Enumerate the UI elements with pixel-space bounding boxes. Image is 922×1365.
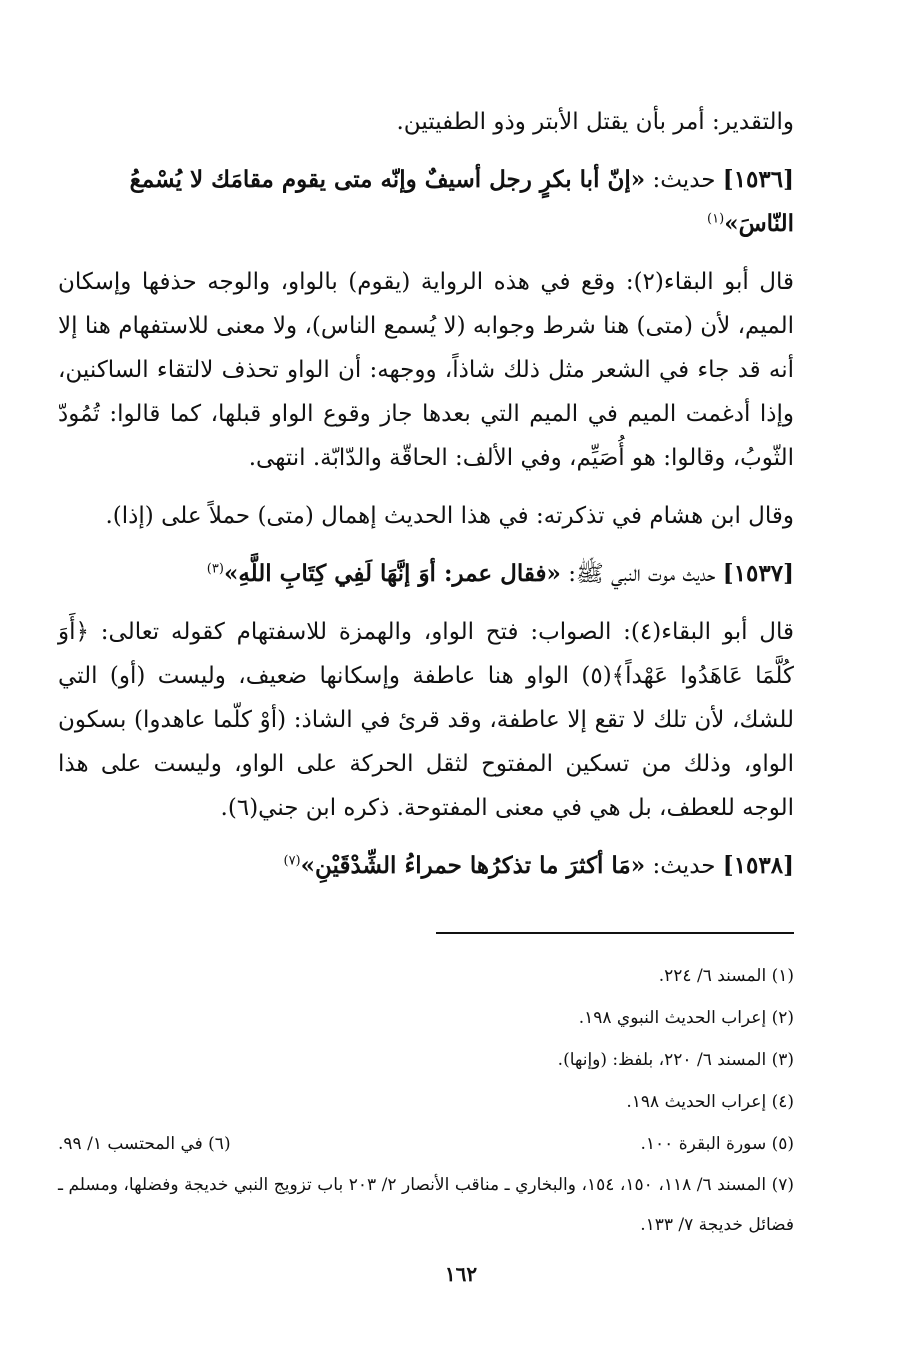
- footnotes: [58, 955, 794, 1245]
- footnote-ref: (٧): [283, 853, 301, 869]
- hadith-number: [١٥٣٨]: [722, 852, 794, 879]
- hadith-number: [١٥٣٦]: [722, 166, 794, 193]
- footnote-7: (٧) المسند ٦/ ١١٨، ١٥٠، ١٥٤، والبخاري ـ مناقب الأنصار ٢/ ٢٠٣ باب تزويج النبي خديجة وفضلها، ومسلم ـ فضائل خديجة ٧/ ١٣٣.: [58, 1175, 794, 1235]
- page-number: ١٦٢: [444, 1262, 478, 1286]
- paragraph-abu-al-baqa-2: قال أبو البقاء(٤): الصواب: فتح الواو، والهمزة للاسفتهام كقوله تعالى: ﴿أَوَ كُلَّمَا عَاهَدُوا عَهْداً﴾(٥) الواو هنا عاطفة وإسكانها ضعيف، وليست (أو) التي للشك، لأن تلك لا تقع إلا عاطفة، وقد قرئ في الشاذ: (أوْ كلّما عاهدوا) بسكون الواو، وذلك من تسكين المفتوح لثقل الحركة على الواو، وليست على هذا الوجه للعطف، بل هي في معنى المفتوحة. ذكره ابن جني(٦).: [58, 619, 794, 821]
- footnote-row-5-6: [58, 1123, 794, 1165]
- hadith-label: حديث:: [652, 853, 716, 879]
- footnote-5: (٥) سورة البقرة ١٠٠.: [640, 1134, 794, 1154]
- footnote-ref: (٣): [206, 561, 224, 577]
- paragraph-ibn-hisham: وقال ابن هشام في تذكرته: في هذا الحديث إهمال (متى) حملاً على (إذا).: [105, 503, 794, 529]
- hadith-1537: [58, 552, 794, 596]
- hadith-text: «فقال عمر: أوَ إنَّهَا لَفِي كِتَابِ اللَّهِ»: [223, 560, 561, 587]
- hadith-1538: [58, 844, 794, 888]
- footnote-separator: [436, 932, 794, 934]
- footnote-4: (٤) إعراب الحديث ١٩٨.: [626, 1092, 794, 1112]
- hadith-label: حديث:: [652, 167, 716, 193]
- footnote-3: (٣) المسند ٦/ ٢٢٠، بلفظ: (وإنها).: [557, 1050, 794, 1070]
- page-body: [58, 100, 794, 888]
- footnote-6: (٦) في المحتسب ١/ ٩٩.: [58, 1134, 231, 1154]
- hadith-label: حديث موت النبي ﷺ:: [568, 561, 716, 587]
- hadith-text: «مَا أكثرَ ما تذكرُها حمراءُ الشِّدْقَيْنِ»: [300, 852, 646, 879]
- footnote-ref: (١): [707, 211, 725, 227]
- paragraph-taqdir: والتقدير: أمر بأن يقتل الأبتر وذو الطفيتين.: [396, 109, 794, 135]
- paragraph-abu-al-baqa-1: قال أبو البقاء(٢): وقع في هذه الرواية (يقوم) بالواو، والوجه حذفها وإسكان الميم، لأن (متى) هنا شرط وجوابه (لا يُسمع الناس)، ولا معنى للاستفهام هنا إلا أنه قد جاء في الشعر مثل ذلك شاذاً، ووجهه: أن الواو تحذف لالتقاء الساكنين، وإذا أدغمت الميم في الميم التي بعدها جاز وقوع الواو قبلها، كما قالوا: تُمُودّ الثّوبُ، وقالوا: هو أُصَيِّم، وفي الألف: الحاقّة والدّابّة. انتهى.: [58, 269, 794, 471]
- footnote-1: (١) المسند ٦/ ٢٢٤.: [658, 966, 794, 986]
- hadith-1536: [58, 158, 794, 246]
- hadith-text: «إنّ أبا بكرٍ رجل أسيفٌ وإنّه متى يقوم مقامَك لا يُسْمعُ النّاسَ»: [129, 166, 794, 237]
- hadith-number: [١٥٣٧]: [722, 560, 794, 587]
- footnote-2: (٢) إعراب الحديث النبوي ١٩٨.: [578, 1008, 794, 1028]
